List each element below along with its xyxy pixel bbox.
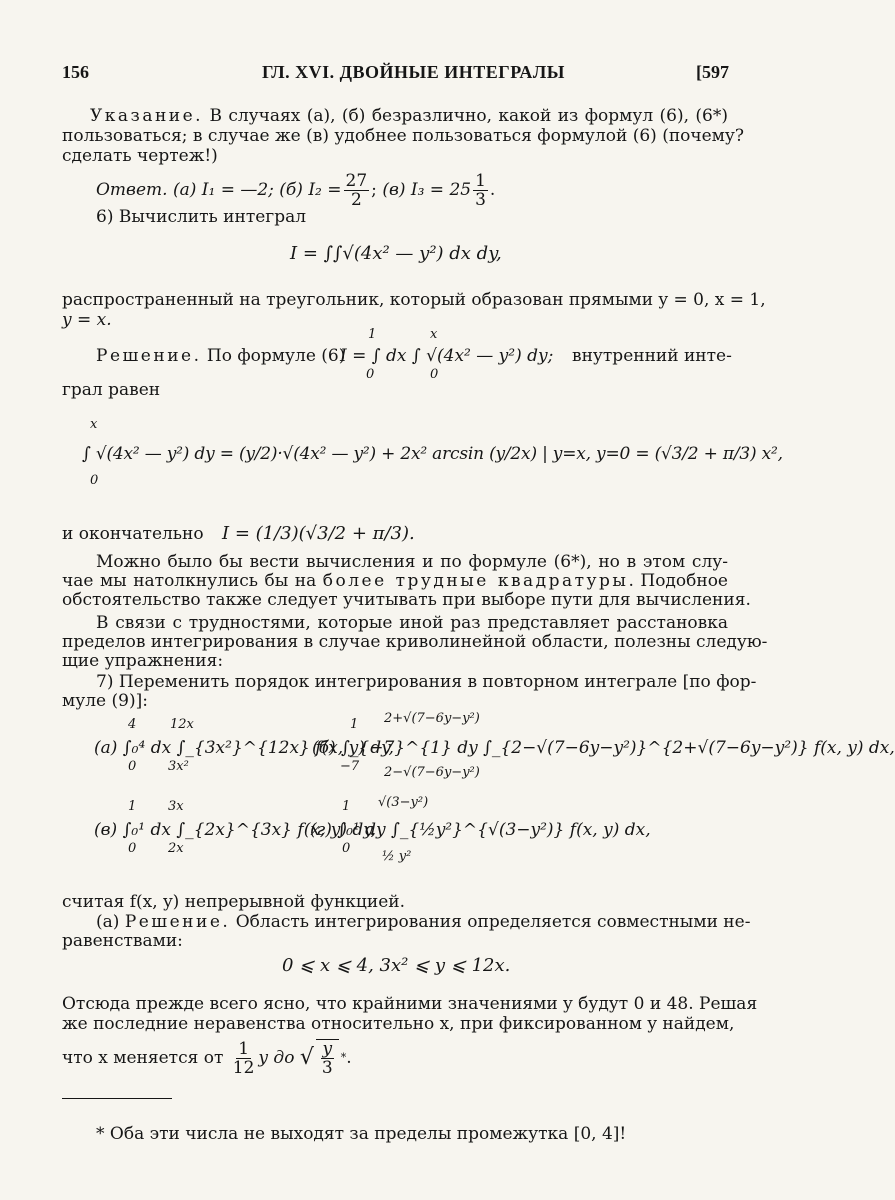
hint-line-1: Указание. В случаях (а), (б) безразлично, какой из формул (6), (6*) bbox=[90, 106, 729, 126]
a-solution-line-1: (а) Решение. Область интегрирования определяется совместными не- bbox=[96, 912, 751, 932]
section-number: [597 bbox=[696, 62, 729, 82]
para1-line-3: обстоятельство также следует учитывать при выборе пути для вычисления. bbox=[62, 590, 751, 610]
final-lead: и окончательно bbox=[62, 524, 204, 544]
para3-line-2: муле (9)]: bbox=[62, 691, 148, 711]
triangle-line-1: распространенный на треугольник, который образован прямыми y = 0, x = 1, bbox=[62, 290, 766, 310]
solution-formula: I = ∫ dx ∫ √(4x² — y²) dy; bbox=[340, 346, 554, 366]
solution-label: Решение. По формуле (6) bbox=[96, 346, 346, 366]
exercise-d: (г) ∫₀¹ dy ∫_{½y²}^{√(3−y²)} f(x, y) dx, bbox=[310, 820, 651, 840]
para2-line-3: щие упражнения: bbox=[62, 651, 224, 671]
hint-line-3: сделать чертеж!) bbox=[62, 146, 218, 166]
para2-line-2: пределов интегрирования в случае криволинейной области, полезны следую- bbox=[62, 632, 768, 652]
footnote: * Оба эти числа не выходят за пределы промежутка [0, 4]! bbox=[96, 1124, 627, 1144]
continuity-line: считая f(x, y) непрерывной функцией. bbox=[62, 892, 405, 912]
exercise-c: (в) ∫₀¹ dx ∫_{2x}^{3x} f(x, y) dy, bbox=[94, 820, 376, 840]
footnote-rule bbox=[62, 1098, 172, 1099]
solution-cont: грал равен bbox=[62, 380, 161, 400]
solution-tail: внутренний инте- bbox=[572, 346, 732, 366]
para4-line-2: же последние неравенства относительно x, при фиксированном y найдем, bbox=[62, 1014, 735, 1034]
exercise-a: (а) ∫₀⁴ dx ∫_{3x²}^{12x} f(x, y) dy, bbox=[94, 738, 394, 758]
main-integral: I = ∫∫√(4x² — y²) dx dy, bbox=[290, 243, 502, 264]
hint-line-2: пользоваться; в случае же (в) удобнее пользоваться формулой (6) (почему? bbox=[62, 126, 745, 146]
a-solution-line-2: равенствами: bbox=[62, 931, 183, 951]
book-page: 156 ГЛ. XVI. ДВОЙНЫЕ ИНТЕГРАЛЫ [597 Указание. В случаях (а), (б) безразлично, какой из формул (6), (6*) пользоваться; в случае же (в) удобнее пользоваться формулой (6) (почему? сделать чертеж!) Ответ. (а) I₁ = —2; (б) I₂ = $\frac{27}{2}$ ; (в) I₃ = 25 1 3 . 6) Вычислить интеграл I = ∫∫√(4x² — y²) dx dy, распространенный на треугольник, который образован прямыми y = 0, x = 1, y = x. 1 x 0 0 Решение. По формуле (6) I = ∫ dx ∫ √(4x² — y²) dy; внутренний инте- грал равен x 0 ∫ √(4x² — y²) dy = (y/2)·√(4x² — y²) + 2x² arcsin (y/2x) | y=x, y=0 = (√3/2 + π/3) x², и окончательно I = (1/3)(√3/2 + π/3). Можно было бы вести вычисления и по формуле (6*), но в этом слу- чае мы натолкнулись бы на более трудные квадратуры. Подобное обстоятельство также следует учитывать при выборе пути для вычисления. В связи с трудностями, которые иной раз представляет расстановка пределов интегрирования в случае криволинейной области, полезны следую- щие упражнения: 7) Переменить порядок интегрирования в повторном интеграле [по фор- муле (9)]: 4 12x 0 3x² (а) ∫₀⁴ dx ∫_{3x²}^{12x} f(x, y) dy, 1 2+√(7−6y−y²) −7 2−√(7−6y−y²) (б) ∫_{−7}^{1} dy ∫_{2−√(7−6y−y²)}^{2+√(7−6y−y²)} f(x, y) dx, 1 3x 0 2x (в) ∫₀¹ dx ∫_{2x}^{3x} f(x, y) dy, 1 √(3−y²) 0 ½ y² (г) ∫₀¹ dy ∫_{½y²}^{√(3−y²)} f(x, y) dx, считая f(x, y) непрерывной функцией. (а) Решение. Область интегрирования определяется совместными не- равенствами: 0 ⩽ x ⩽ 4, 3x² ⩽ y ⩽ 12x. Отсюда прежде всего ясно, что крайними значениями y будут 0 и 48. Решая же последние неравенства относительно x, при фиксированном y найдем, что x меняется от 1 12 y до √ y 3 * . * Оба эти числа не выходят за пределы промежутка [0, 4]! bbox=[62, 62, 895, 1144]
final-result: I = (1/3)(√3/2 + π/3). bbox=[222, 523, 415, 544]
para4-line-3: что x меняется от 1 12 y до √ y 3 * . bbox=[62, 1038, 352, 1078]
para3-line-1: 7) Переменить порядок интегрирования в повторном интеграле [по фор- bbox=[96, 672, 757, 692]
para2-line-1: В связи с трудностями, которые иной раз представляет расстановка bbox=[96, 613, 728, 633]
exercise-b: (б) ∫_{−7}^{1} dy ∫_{2−√(7−6y−y²)}^{2+√(7−6y−y²)} f(x, y) dx, bbox=[312, 738, 895, 758]
para4-line-1: Отсюда прежде всего ясно, что крайними значениями y будут 0 и 48. Решая bbox=[62, 994, 758, 1014]
item-6: 6) Вычислить интеграл bbox=[96, 207, 307, 227]
triangle-line-2: y = x. bbox=[62, 310, 112, 330]
inner-integral-equation: ∫ √(4x² — y²) dy = (y/2)·√(4x² — y²) + 2x² arcsin (y/2x) | y=x, y=0 = (√3/2 + π/3) x², bbox=[82, 444, 783, 464]
para1-line-1: Можно было бы вести вычисления и по формуле (6*), но в этом слу- bbox=[96, 552, 728, 572]
answer-line: Ответ. (а) I₁ = —2; (б) I₂ = $\frac{27}{2}$ ; (в) I₃ = 25 1 3 . bbox=[96, 170, 496, 210]
inequalities: 0 ⩽ x ⩽ 4, 3x² ⩽ y ⩽ 12x. bbox=[282, 955, 511, 976]
running-title: ГЛ. XVI. ДВОЙНЫЕ ИНТЕГРАЛЫ bbox=[262, 62, 565, 82]
page-number: 156 bbox=[62, 62, 89, 82]
para1-line-2: чае мы натолкнулись бы на более трудные квадратуры. Подобное bbox=[62, 571, 728, 591]
